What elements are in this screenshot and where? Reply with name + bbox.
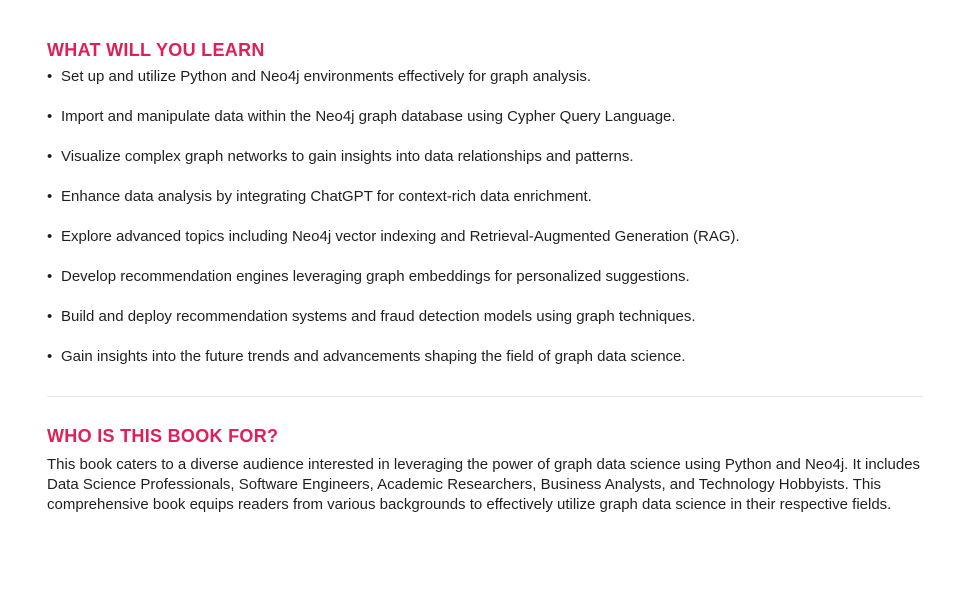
- list-item-text: Gain insights into the future trends and advancements shaping the field of graph data science.: [61, 348, 686, 365]
- list-item: [47, 107, 923, 127]
- bullet-icon: •: [47, 148, 53, 165]
- list-item-text: Explore advanced topics including Neo4j vector indexing and Retrieval-Augmented Generation (RAG).: [61, 228, 740, 245]
- bullet-icon: •: [47, 108, 53, 125]
- list-item-text: Build and deploy recommendation systems and fraud detection models using graph techniques.: [61, 308, 696, 325]
- bullet-icon: •: [47, 268, 53, 285]
- list-item: [47, 67, 923, 87]
- list-item-text: Import and manipulate data within the Neo4j graph database using Cypher Query Language.: [61, 108, 676, 125]
- list-item-text: Visualize complex graph networks to gain insights into data relationships and patterns.: [61, 148, 634, 165]
- list-item: [47, 307, 923, 327]
- learn-section-title: WHAT WILL YOU LEARN: [47, 40, 265, 60]
- main-content: [47, 38, 923, 515]
- bullet-icon: •: [47, 348, 53, 365]
- list-item-text: Set up and utilize Python and Neo4j environments effectively for graph analysis.: [61, 68, 592, 85]
- bullet-icon: •: [47, 308, 53, 325]
- bullet-icon: •: [47, 188, 53, 205]
- learn-list: [47, 67, 923, 367]
- audience-description: This book caters to a diverse audience interested in leveraging the power of graph data science using Python and Neo4j. It includes Data Science Professionals, Software Engineers, Academic Researchers, Business Analysts, and Technology Hobbyists. This comprehensive book equips readers from various backgrounds to effectively utilize graph data science in their respective fields.: [47, 456, 921, 513]
- audience-section: [47, 424, 923, 515]
- list-item: [47, 147, 923, 167]
- bullet-icon: •: [47, 228, 53, 245]
- section-divider: [47, 396, 923, 397]
- list-item: [47, 187, 923, 207]
- audience-section-title: WHO IS THIS BOOK FOR?: [47, 426, 279, 446]
- list-item: [47, 347, 923, 367]
- list-item-text: Develop recommendation engines leveraging graph embeddings for personalized suggestions.: [61, 268, 690, 285]
- bullet-icon: •: [47, 68, 53, 85]
- list-item-text: Enhance data analysis by integrating ChatGPT for context-rich data enrichment.: [61, 188, 592, 205]
- list-item: [47, 267, 923, 287]
- list-item: [47, 227, 923, 247]
